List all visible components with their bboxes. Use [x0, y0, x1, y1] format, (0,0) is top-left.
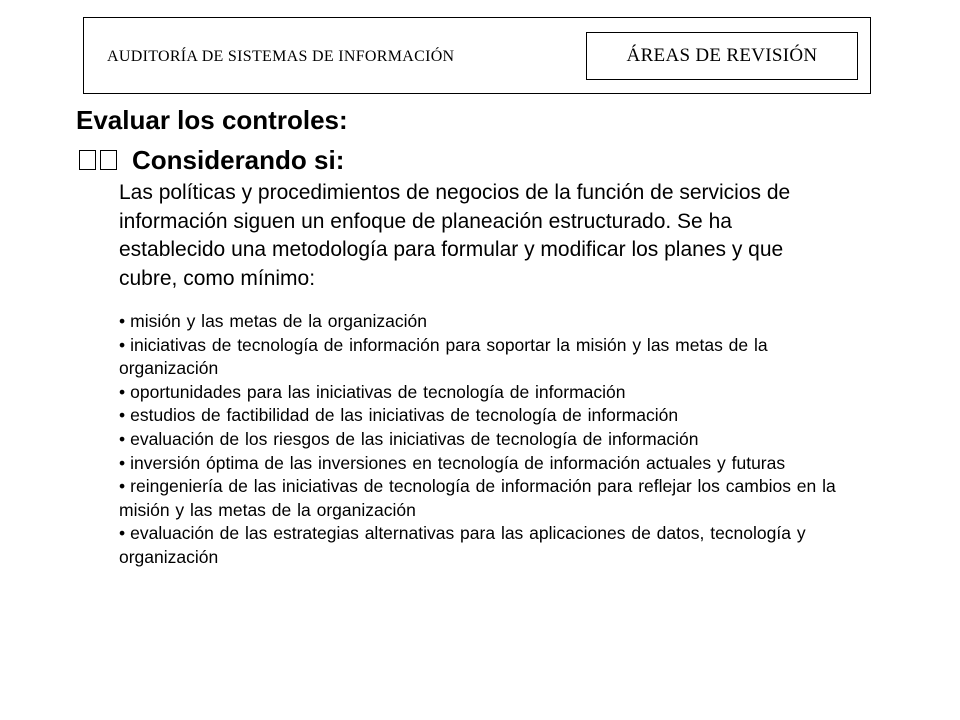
list-item-text: inversión óptima de las inversiones en tecnología de información actuales y futuras — [130, 452, 786, 473]
slide-heading: Evaluar los controles: — [76, 105, 348, 135]
criteria-list — [119, 310, 839, 570]
subheading-text: Considerando si: — [132, 145, 345, 175]
list-item-text: estudios de factibilidad de las iniciativas de tecnología de información — [130, 405, 679, 426]
list-item — [119, 381, 839, 405]
section-badge: ÁREAS DE REVISIÓN — [586, 32, 858, 80]
list-item — [119, 522, 839, 569]
list-item — [119, 428, 839, 452]
missing-glyph-icon — [76, 148, 124, 172]
bullet-icon — [119, 405, 130, 425]
bullet-icon — [119, 335, 130, 355]
bullet-icon — [119, 311, 130, 331]
list-item-text: iniciativas de tecnología de información para soportar la misión y las metas de la organización — [119, 334, 768, 379]
list-item — [119, 334, 839, 381]
bullet-icon — [119, 382, 130, 402]
list-item-text: reingeniería de las iniciativas de tecnología de información para reflejar los cambios en la misión y las metas de la organización — [119, 476, 836, 520]
list-item-text: oportunidades para las iniciativas de tecnología de información — [130, 381, 626, 402]
list-item — [119, 452, 839, 476]
list-item-text: evaluación de los riesgos de las iniciativas de tecnología de información — [130, 428, 699, 449]
bullet-icon — [119, 476, 130, 496]
bullet-icon — [119, 429, 130, 449]
intro-paragraph: Las políticas y procedimientos de negocios de la función de servicios de información siguen un enfoque de planeación estructurado. Se ha establecido una metodología para formular y modificar los planes y que cubre, como mínimo: — [119, 181, 791, 290]
list-item — [119, 404, 839, 428]
bullet-icon — [119, 523, 130, 543]
bullet-icon — [119, 453, 130, 473]
list-item-text: misión y las metas de la organización — [130, 311, 427, 331]
list-item — [119, 310, 839, 334]
list-item-text: evaluación de las estrategias alternativas para las aplicaciones de datos, tecnología y organización — [119, 523, 806, 567]
slide-subheading — [76, 144, 344, 176]
header-box — [83, 17, 871, 94]
header-title: AUDITORÍA DE SISTEMAS DE INFORMACIÓN — [107, 48, 455, 65]
list-item — [119, 475, 839, 522]
